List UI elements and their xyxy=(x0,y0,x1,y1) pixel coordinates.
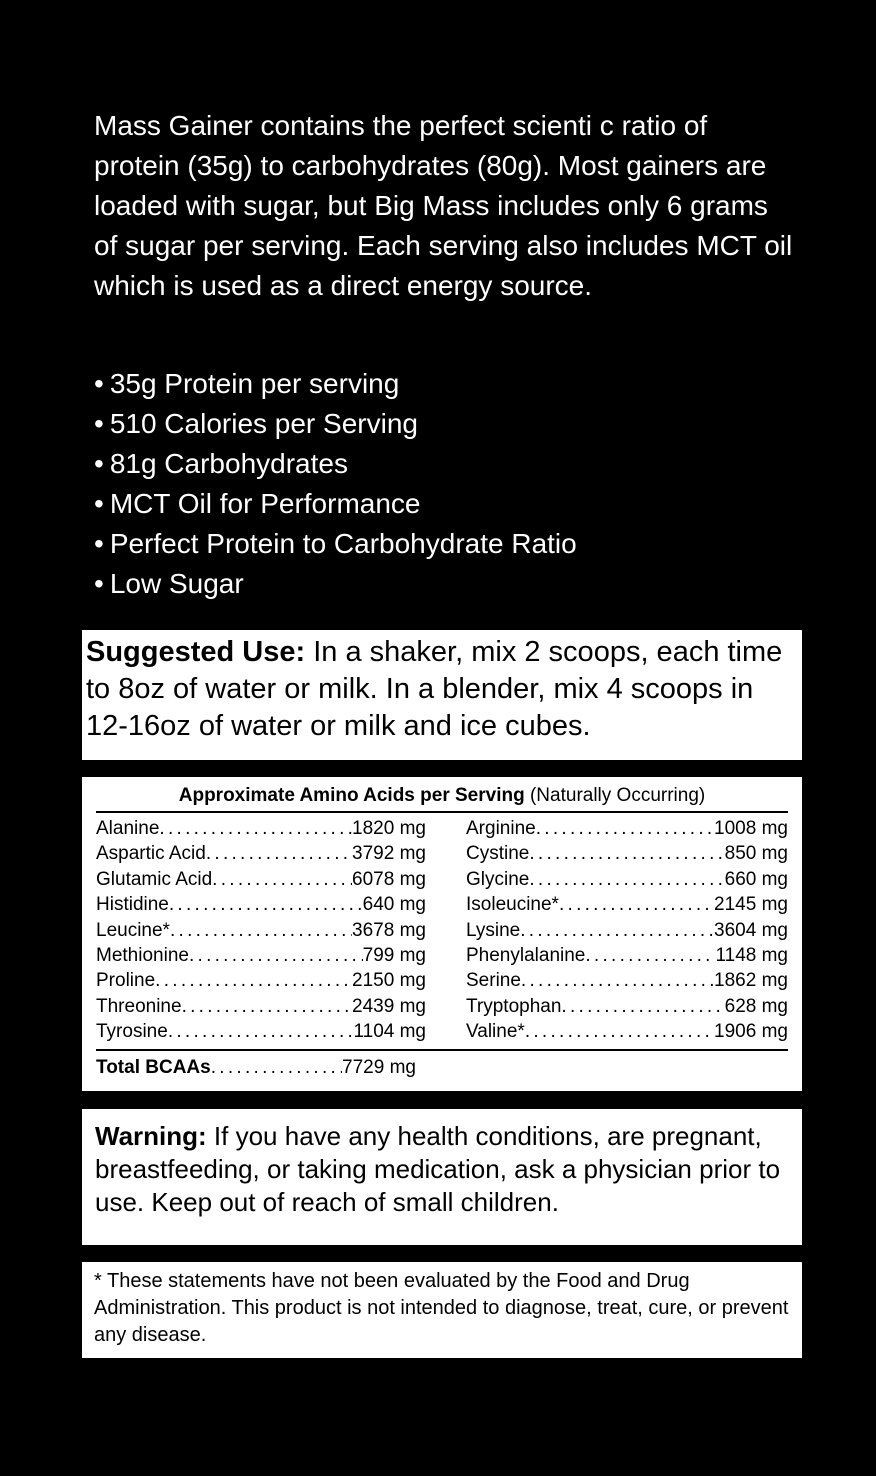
amino-acid-row xyxy=(96,943,426,968)
amino-acid-value: 2150 mg xyxy=(352,970,426,992)
amino-acid-value: 640 mg xyxy=(362,894,426,916)
amino-acid-row xyxy=(96,968,426,993)
leader-dots xyxy=(536,816,714,841)
amino-acid-name: Alanine xyxy=(96,818,160,839)
amino-acid-value: 6078 mg xyxy=(352,868,426,890)
amino-acid-value: 1820 mg xyxy=(352,818,426,839)
amino-acid-value: 628 mg xyxy=(724,995,788,1017)
suggested-use-panel xyxy=(82,630,802,760)
suggested-use-text: In a shaker, mix 2 scoops, each time to 8oz of water or milk. In a blender, mix 4 scoops in 12-16oz of water or milk and ice cubes. xyxy=(86,636,783,742)
leader-dots xyxy=(169,892,363,917)
suggested-use-label: Suggested Use: xyxy=(86,636,306,668)
amino-acid-row xyxy=(466,943,788,968)
amino-acid-row xyxy=(466,867,788,892)
amino-acid-row xyxy=(466,841,788,866)
amino-acid-value: 850 mg xyxy=(724,843,788,865)
leader-dots xyxy=(155,968,352,993)
amino-acid-name: Serine xyxy=(466,970,521,992)
amino-acid-row xyxy=(96,816,426,841)
amino-acid-value: 3792 mg xyxy=(352,843,426,865)
amino-acid-row xyxy=(466,968,788,993)
leader-dots xyxy=(212,867,352,892)
amino-acid-value: 2439 mg xyxy=(352,995,426,1017)
leader-dots xyxy=(170,918,352,943)
amino-acids-subheading: (Naturally Occurring) xyxy=(529,785,706,806)
feature-list xyxy=(94,364,577,604)
amino-acid-row xyxy=(466,816,788,841)
leader-dots xyxy=(559,892,714,917)
leader-dots xyxy=(168,1019,354,1044)
leader-dots xyxy=(182,994,352,1019)
warning-label: Warning: xyxy=(95,1121,207,1151)
leader-dots xyxy=(189,943,363,968)
feature-item: • 510 Calories per Serving xyxy=(94,404,577,444)
amino-acids-left-column xyxy=(96,816,426,1045)
leader-dots xyxy=(206,841,352,866)
amino-acid-name: Threonine xyxy=(96,995,182,1017)
amino-acid-name: Methionine xyxy=(96,945,189,967)
warning-text: If you have any health conditions, are pregnant, breastfeeding, or taking medication, ask a physician prior to use. Keep out of reach of small children. xyxy=(95,1121,781,1217)
amino-acid-value: 1862 mg xyxy=(714,970,788,992)
amino-acid-name: Arginine xyxy=(466,818,536,839)
amino-acid-name: Cystine xyxy=(466,843,530,865)
amino-acid-value: 1008 mg xyxy=(714,818,788,839)
leader-dots xyxy=(525,1019,714,1044)
product-description: Mass Gainer contains the perfect scienti c ratio of protein (35g) to carbohydrates (80g). Most gainers are loaded with sugar, but Big Mass includes only 6 grams of sugar per serving. Each serving also includes MCT oil which is used as a direct energy source. xyxy=(94,110,793,301)
feature-item: • MCT Oil for Performance xyxy=(94,484,577,524)
leader-dots xyxy=(561,994,724,1019)
amino-acid-value: 3604 mg xyxy=(714,919,788,941)
amino-acid-value: 3678 mg xyxy=(352,919,426,941)
leader-dots xyxy=(529,841,724,866)
total-bcaas-value: 7729 mg xyxy=(342,1056,416,1078)
amino-acid-name: Lysine xyxy=(466,919,521,941)
amino-acid-value: 2145 mg xyxy=(714,894,788,916)
feature-item: • Low Sugar xyxy=(94,564,577,604)
total-bcaas-row xyxy=(96,1055,416,1080)
feature-item: • 81g Carbohydrates xyxy=(94,444,577,484)
leader-dots xyxy=(520,918,714,943)
amino-acid-name: Glycine xyxy=(466,868,530,890)
leader-dots xyxy=(211,1055,342,1080)
amino-acid-row xyxy=(96,867,426,892)
amino-acid-value: 1148 mg xyxy=(715,945,788,967)
amino-acid-name: Aspartic Acid xyxy=(96,843,206,865)
amino-acid-name: Histidine xyxy=(96,894,169,916)
amino-acid-row xyxy=(96,892,426,917)
amino-acid-name: Tryptophan xyxy=(466,995,562,1017)
amino-acid-row xyxy=(466,994,788,1019)
amino-acids-heading: Approximate Amino Acids per Serving xyxy=(178,785,525,806)
amino-acid-name: Proline xyxy=(96,970,156,992)
amino-acid-name: Valine* xyxy=(466,1021,525,1043)
amino-acid-row xyxy=(96,918,426,943)
leader-dots xyxy=(529,867,724,892)
amino-acids-right-column xyxy=(466,816,788,1045)
leader-dots xyxy=(521,968,714,993)
leader-dots xyxy=(585,943,715,968)
fda-disclaimer: * These statements have not been evaluated by the Food and Drug Administration. This product is not intended to diagnose, treat, cure, or prevent any disease. xyxy=(82,1262,802,1358)
amino-acid-name: Leucine* xyxy=(96,919,170,941)
amino-acids-table xyxy=(96,811,788,1051)
amino-acid-name: Phenylalanine xyxy=(466,945,586,967)
amino-acid-row xyxy=(96,1019,426,1044)
amino-acid-value: 660 mg xyxy=(724,868,788,890)
amino-acid-row xyxy=(466,892,788,917)
amino-acid-name: Isoleucine* xyxy=(466,894,559,916)
amino-acid-row xyxy=(466,918,788,943)
feature-item: • 35g Protein per serving xyxy=(94,364,577,404)
amino-acid-row xyxy=(466,1019,788,1044)
feature-item: • Perfect Protein to Carbohydrate Ratio xyxy=(94,524,577,564)
amino-acid-row xyxy=(96,994,426,1019)
amino-acid-value: 1906 mg xyxy=(714,1021,788,1043)
amino-acids-title xyxy=(96,783,788,809)
warning-panel xyxy=(82,1109,802,1245)
amino-acid-name: Glutamic Acid xyxy=(96,868,213,890)
amino-acids-panel xyxy=(82,777,802,1091)
amino-acid-name: Tyrosine xyxy=(96,1021,168,1043)
amino-acid-value: 799 mg xyxy=(362,945,426,967)
amino-acid-row xyxy=(96,841,426,866)
leader-dots xyxy=(159,816,352,841)
total-bcaas-label: Total BCAAs xyxy=(96,1056,211,1078)
amino-acid-value: 1104 mg xyxy=(353,1021,426,1043)
